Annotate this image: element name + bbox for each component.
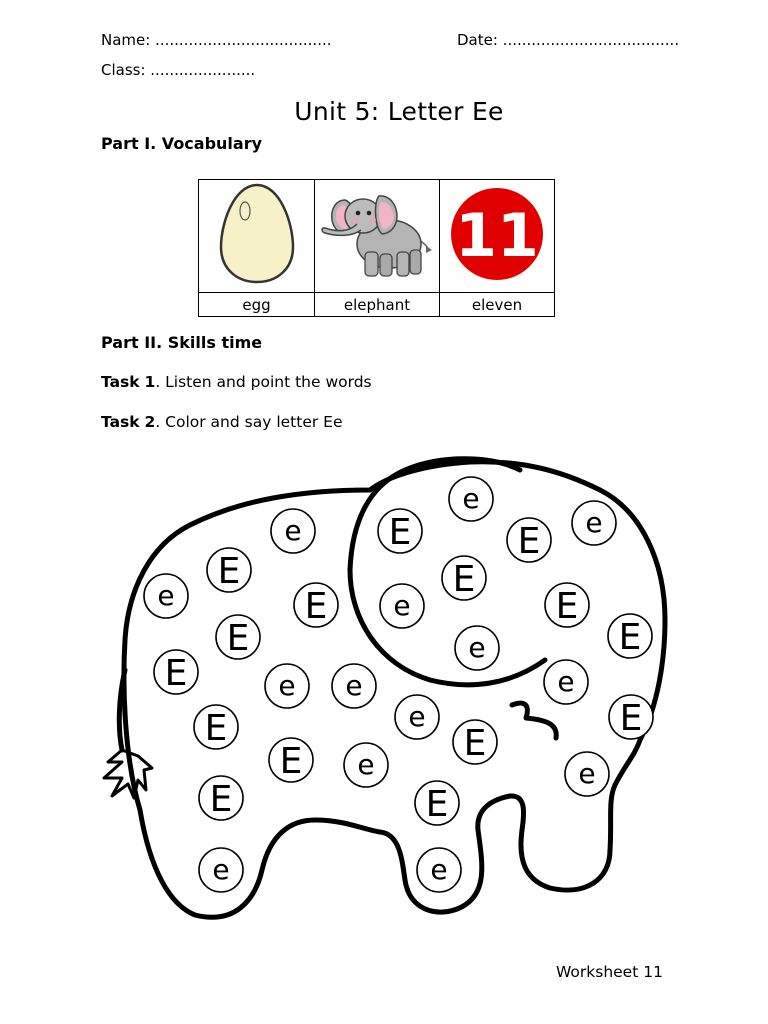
letter-bubble[interactable] [565, 752, 609, 796]
letter-bubble[interactable] [380, 584, 424, 628]
bubble-letter: E [304, 586, 328, 627]
letter-bubble[interactable] [265, 664, 309, 708]
letter-bubble[interactable] [199, 776, 243, 820]
bubble-letter: e [393, 589, 411, 622]
bubble-letter: E [164, 653, 188, 694]
letter-bubble[interactable] [199, 848, 243, 892]
letter-bubble[interactable] [395, 695, 439, 739]
bubble-letter: e [212, 853, 230, 886]
task-two-text: . Color and say letter Ee [155, 413, 343, 431]
bubble-letter: E [204, 708, 228, 749]
part-one-heading: Part I. Vocabulary [101, 134, 263, 153]
bubble-letter: e [157, 579, 175, 612]
letter-bubble[interactable] [271, 509, 315, 553]
vocab-word-eleven: eleven [440, 293, 555, 317]
vocab-word-elephant: elephant [315, 293, 440, 317]
bubble-letter: e [578, 757, 596, 790]
task-two-label: Task [101, 413, 140, 431]
bubble-letter: E [209, 779, 233, 820]
bubble-letter: E [279, 741, 303, 782]
letter-bubble[interactable] [378, 509, 422, 553]
letter-bubble[interactable] [269, 738, 313, 782]
letter-bubble[interactable] [609, 695, 653, 739]
letter-bubble[interactable] [544, 660, 588, 704]
bubble-letter: e [357, 748, 375, 781]
task-one-number: 1 [144, 373, 156, 391]
letter-bubble[interactable] [449, 477, 493, 521]
letter-bubble[interactable] [442, 556, 486, 600]
bubble-letter: e [408, 700, 426, 733]
class-field-label: Class: ...................... [101, 61, 256, 79]
letter-bubble[interactable] [216, 615, 260, 659]
bubble-letter: e [557, 665, 575, 698]
letter-bubbles [144, 477, 653, 892]
bubble-letter: e [585, 506, 603, 539]
letter-bubble[interactable] [207, 548, 251, 592]
page-title: Unit 5: Letter Ee [294, 97, 504, 126]
bubble-letter: E [425, 784, 449, 825]
eleven-number: 11 [455, 201, 539, 271]
letter-bubble[interactable] [415, 781, 459, 825]
bubble-letter: e [345, 669, 363, 702]
letter-bubble[interactable] [507, 518, 551, 562]
letter-bubble[interactable] [144, 574, 188, 618]
worksheet-number: Worksheet 11 [556, 963, 663, 981]
letter-bubble[interactable] [608, 614, 652, 658]
bubble-letter: E [388, 512, 412, 553]
letter-bubble[interactable] [294, 583, 338, 627]
bubble-letter: e [278, 669, 296, 702]
bubble-letter: E [517, 521, 541, 562]
date-field-label: Date: ..................................... [457, 31, 680, 49]
bubble-letter: e [430, 853, 448, 886]
letter-bubble[interactable] [545, 583, 589, 627]
bubble-letter: e [462, 482, 480, 515]
task-one-label: Task [101, 373, 140, 391]
bubble-letter: E [217, 551, 241, 592]
part-two-heading: Part II. Skills time [101, 333, 263, 352]
letter-bubble[interactable] [417, 848, 461, 892]
bubble-letter: e [468, 631, 486, 664]
letter-bubble[interactable] [194, 705, 238, 749]
letter-bubble[interactable] [453, 720, 497, 764]
bubble-letter: E [618, 617, 642, 658]
bubble-letter: E [226, 618, 250, 659]
letter-bubble[interactable] [332, 664, 376, 708]
bubble-letter: E [452, 559, 476, 600]
name-field-label: Name: ..................................... [101, 31, 332, 49]
task-one-text: . Listen and point the words [155, 373, 372, 391]
letter-bubble[interactable] [455, 626, 499, 670]
letter-bubble[interactable] [344, 743, 388, 787]
task-two-number: 2 [144, 413, 156, 431]
letter-bubble[interactable] [154, 650, 198, 694]
bubble-letter: e [284, 514, 302, 547]
bubble-letter: E [555, 586, 579, 627]
bubble-letter: E [463, 723, 487, 764]
bubble-letter: E [619, 698, 643, 739]
vocab-word-egg: egg [199, 293, 315, 317]
letter-bubble[interactable] [572, 501, 616, 545]
